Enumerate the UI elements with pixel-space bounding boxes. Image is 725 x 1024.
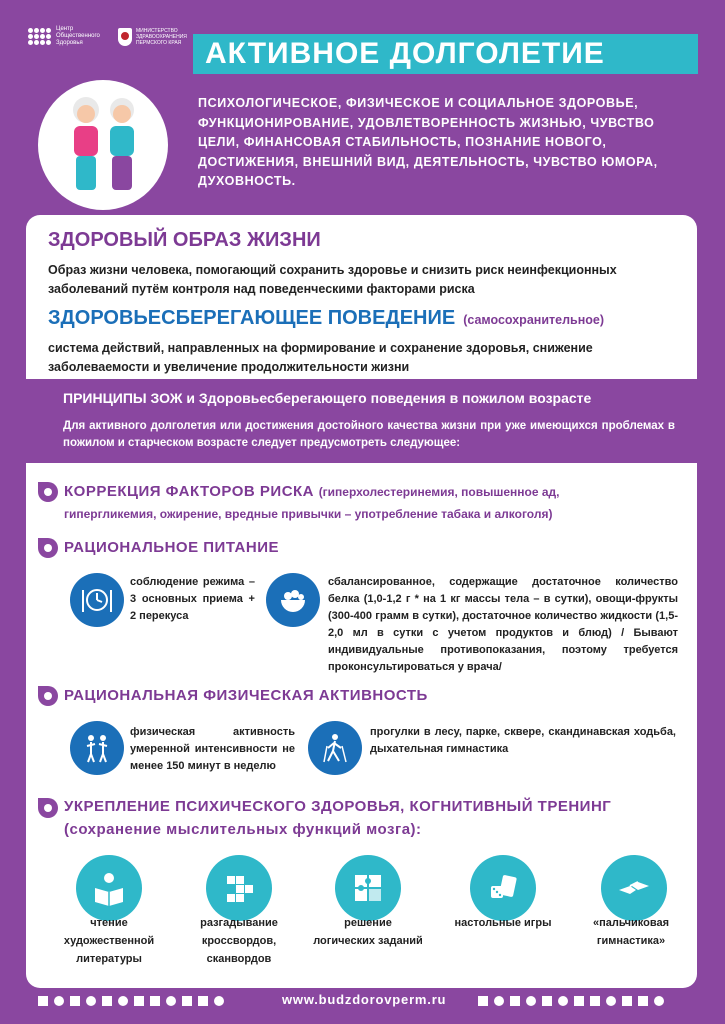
activity-right-text: прогулки в лесу, парке, сквере, скандинавская ходьба, дыхательная гимнастика (370, 726, 676, 755)
zozh-title: ЗДОРОВЫЙ ОБРАЗ ЖИЗНИ (48, 229, 321, 251)
website-link[interactable]: www.budzdorovperm.ru (282, 992, 447, 1007)
page-title: АКТИВНОЕ ДОЛГОЛЕТИЕ (193, 34, 698, 74)
ministry-logo (118, 28, 198, 46)
content-card (26, 215, 697, 988)
exercise-icon (70, 721, 124, 775)
zsp-heading (48, 307, 604, 330)
principles-text: Для активного долголетия или достижения достойного качества жизни при уже имеющихся проблемах в пожилом и старческом возрасте следует предусмотреть следующее: (63, 420, 675, 449)
salad-bowl-icon (266, 573, 320, 627)
board-games-label: настольные игры (454, 917, 552, 929)
principles-band (26, 379, 697, 463)
finger-exercise-icon (601, 855, 667, 921)
nutrition-title: РАЦИОНАЛЬНОЕ ПИТАНИЕ (64, 539, 279, 556)
nutrition-right-text: сбалансированное, содержащие достаточное количество белка (1,0-1,2 г * на 1 кг массы тела – в сутки), овощи-фрукты (300-400 грамм в сутки), достаточное количество жидкости (1,5-2,0 мл в сутки с учетом продуктов и блюд) / Бывают индивидуальные противопоказания, поэтому требуется проконсультироваться у врача/ (328, 576, 678, 673)
puzzle-label: решение логических заданий (313, 917, 423, 947)
risk-title: КОРРЕКЦИЯ ФАКТОРОВ РИСКА (64, 483, 315, 500)
mental-title: УКРЕПЛЕНИЕ ПСИХИЧЕСКОГО ЗДОРОВЬЯ, КОГНИТИВНЫЙ ТРЕНИНГ (64, 798, 612, 815)
footer-decoration-right (478, 996, 664, 1006)
logo2-text: МИНИСТЕРСТВО ЗДРАВООХРАНЕНИЯ ПЕРМСКОГО КРАЯ (136, 27, 187, 46)
zsp-title: ЗДОРОВЬЕСБЕРЕГАЮЩЕЕ ПОВЕДЕНИЕ (48, 307, 456, 329)
dots-logo-icon (28, 28, 52, 46)
public-health-center-logo (28, 26, 104, 47)
elderly-couple-illustration (38, 80, 168, 210)
header-logos (28, 26, 198, 47)
principles-title: ПРИНЦИПЫ ЗОЖ и Здоровьесберегающего поведения в пожилом возрасте (63, 390, 592, 406)
puzzle-icon (335, 855, 401, 921)
bullet-marker-icon (38, 798, 58, 818)
risk-sub2: гипергликемия, ожирение, вредные привычки – употребление табака и алкоголя) (64, 507, 553, 521)
bullet-marker-icon (38, 482, 58, 502)
clock-cutlery-icon (70, 573, 124, 627)
bullet-marker-icon (38, 538, 58, 558)
zsp-paren: (самосохранительное) (463, 313, 605, 327)
zozh-text: Образ жизни человека, помогающий сохранить здоровье и снизить риск неинфекционных заболеваний путём контроля над поведенческими факторами риска (48, 263, 617, 296)
mental-subtitle: (сохранение мыслительных функций мозга): (64, 821, 422, 838)
activity-left-text: физическая активность умеренной интенсивности не менее 150 минут в неделю (130, 726, 295, 772)
footer-decoration-left (38, 996, 224, 1006)
coat-of-arms-icon (118, 28, 132, 46)
reading-label: чтение художественной литературы (63, 917, 155, 965)
reading-icon (76, 855, 142, 921)
risk-heading (64, 483, 560, 500)
logo1-text: Центр Общественного Здоровья (56, 26, 100, 46)
risk-sub1: (гиперхолестеринемия, повышенное ад, (318, 485, 560, 499)
nordic-walking-icon (308, 721, 362, 775)
nutrition-left-text: соблюдение режима – 3 основных приема + 2 перекуса (130, 576, 255, 622)
crossword-icon (206, 855, 272, 921)
finger-exercise-label: «пальчиковая гимнастика» (592, 917, 670, 947)
intro-text: ПСИХОЛОГИЧЕСКОЕ, ФИЗИЧЕСКОЕ И СОЦИАЛЬНОЕ ЗДОРОВЬЕ, ФУНКЦИОНИРОВАНИЕ, УДОВЛЕТВОРЕННОСТЬ ЖИЗНЬЮ, ЧУВСТВО ЦЕЛИ, ФИНАНСОВАЯ СТАБИЛЬНОСТЬ, ПОЗНАНИЕ НОВОГО, ДОСТИЖЕНИЯ, ВНЕШНИЙ ВИД, ДЕЯТЕЛЬНОСТЬ, ЧУВСТВО ЮМОРА, ДУХОВНОСТЬ. (198, 96, 658, 188)
zsp-text: система действий, направленных на формирование и сохранение здоровья, снижение заболеваемости и увеличение продолжительности жизни (48, 341, 593, 374)
crossword-label: разгадывание кроссвордов, сканвордов (200, 917, 278, 965)
bullet-marker-icon (38, 686, 58, 706)
board-games-icon (470, 855, 536, 921)
activity-title: РАЦИОНАЛЬНАЯ ФИЗИЧЕСКАЯ АКТИВНОСТЬ (64, 687, 428, 704)
